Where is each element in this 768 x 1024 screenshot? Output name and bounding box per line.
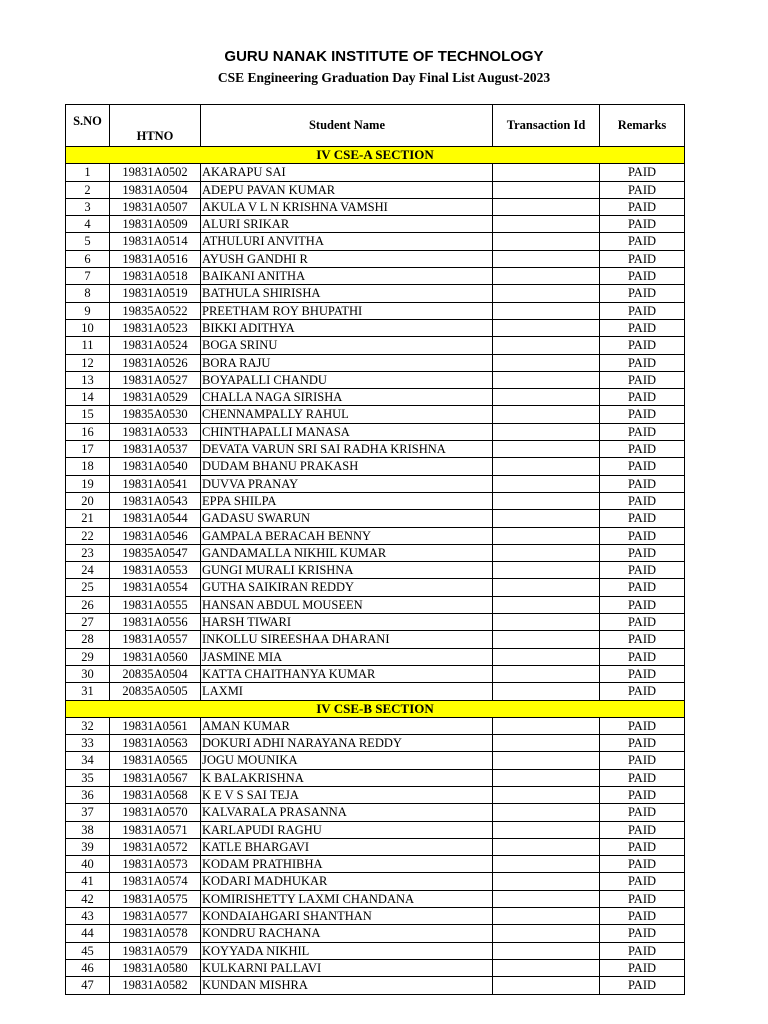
- row-remarks: PAID: [600, 804, 685, 821]
- row-student-name: PREETHAM ROY BHUPATHI: [201, 302, 493, 319]
- row-htno: 19831A0582: [110, 977, 201, 994]
- row-htno: 19831A0579: [110, 942, 201, 959]
- row-htno: 19831A0571: [110, 821, 201, 838]
- row-htno: 19831A0533: [110, 423, 201, 440]
- table-row: [66, 925, 685, 942]
- row-sno: 21: [66, 510, 110, 527]
- row-htno: 19831A0568: [110, 786, 201, 803]
- row-sno: 16: [66, 423, 110, 440]
- row-transaction-id: [493, 423, 600, 440]
- row-htno: 19831A0544: [110, 510, 201, 527]
- row-student-name: ALURI SRIKAR: [201, 216, 493, 233]
- row-student-name: BATHULA SHIRISHA: [201, 285, 493, 302]
- row-remarks: PAID: [600, 614, 685, 631]
- row-htno: 19831A0507: [110, 198, 201, 215]
- graduation-list-table: [65, 104, 685, 995]
- column-header-sno: S.NO: [66, 105, 110, 147]
- row-sno: 3: [66, 198, 110, 215]
- row-student-name: BOYAPALLI CHANDU: [201, 371, 493, 388]
- row-htno: 19831A0502: [110, 164, 201, 181]
- row-transaction-id: [493, 856, 600, 873]
- row-remarks: PAID: [600, 250, 685, 267]
- table-row: [66, 198, 685, 215]
- row-transaction-id: [493, 475, 600, 492]
- table-row: [66, 735, 685, 752]
- row-student-name: BORA RAJU: [201, 354, 493, 371]
- row-remarks: PAID: [600, 544, 685, 561]
- row-transaction-id: [493, 665, 600, 682]
- column-header-remarks: Remarks: [600, 105, 685, 147]
- table-row: [66, 492, 685, 509]
- row-remarks: PAID: [600, 752, 685, 769]
- row-htno: 19835A0522: [110, 302, 201, 319]
- row-student-name: LAXMI: [201, 683, 493, 700]
- row-student-name: CHINTHAPALLI MANASA: [201, 423, 493, 440]
- section-header-row: [66, 147, 685, 164]
- row-transaction-id: [493, 735, 600, 752]
- row-student-name: KATTA CHAITHANYA KUMAR: [201, 665, 493, 682]
- row-htno: 19831A0575: [110, 890, 201, 907]
- row-htno: 19831A0527: [110, 371, 201, 388]
- row-sno: 2: [66, 181, 110, 198]
- row-htno: 19831A0553: [110, 562, 201, 579]
- row-transaction-id: [493, 302, 600, 319]
- row-remarks: PAID: [600, 821, 685, 838]
- row-sno: 12: [66, 354, 110, 371]
- row-remarks: PAID: [600, 908, 685, 925]
- row-student-name: JASMINE MIA: [201, 648, 493, 665]
- row-sno: 30: [66, 665, 110, 682]
- row-transaction-id: [493, 164, 600, 181]
- row-transaction-id: [493, 233, 600, 250]
- row-remarks: PAID: [600, 769, 685, 786]
- row-htno: 19831A0516: [110, 250, 201, 267]
- row-transaction-id: [493, 250, 600, 267]
- row-remarks: PAID: [600, 942, 685, 959]
- row-remarks: PAID: [600, 683, 685, 700]
- row-remarks: PAID: [600, 562, 685, 579]
- row-student-name: BOGA SRINU: [201, 337, 493, 354]
- row-sno: 23: [66, 544, 110, 561]
- table-row: [66, 233, 685, 250]
- row-transaction-id: [493, 510, 600, 527]
- row-remarks: PAID: [600, 475, 685, 492]
- row-htno: 19831A0563: [110, 735, 201, 752]
- row-student-name: JOGU MOUNIKA: [201, 752, 493, 769]
- table-row: [66, 786, 685, 803]
- row-sno: 5: [66, 233, 110, 250]
- table-row: [66, 631, 685, 648]
- row-htno: 19831A0519: [110, 285, 201, 302]
- row-htno: 19831A0556: [110, 614, 201, 631]
- row-htno: 19831A0580: [110, 959, 201, 976]
- row-transaction-id: [493, 285, 600, 302]
- table-row: [66, 354, 685, 371]
- table-row: [66, 873, 685, 890]
- row-sno: 13: [66, 371, 110, 388]
- row-student-name: CHENNAMPALLY RAHUL: [201, 406, 493, 423]
- table-row: [66, 665, 685, 682]
- table-row: [66, 683, 685, 700]
- table-row: [66, 216, 685, 233]
- row-remarks: PAID: [600, 596, 685, 613]
- row-sno: 15: [66, 406, 110, 423]
- row-sno: 11: [66, 337, 110, 354]
- row-sno: 29: [66, 648, 110, 665]
- row-transaction-id: [493, 198, 600, 215]
- row-sno: 37: [66, 804, 110, 821]
- row-remarks: PAID: [600, 838, 685, 855]
- row-transaction-id: [493, 544, 600, 561]
- row-remarks: PAID: [600, 631, 685, 648]
- row-transaction-id: [493, 769, 600, 786]
- row-student-name: GANDAMALLA NIKHIL KUMAR: [201, 544, 493, 561]
- row-sno: 8: [66, 285, 110, 302]
- row-student-name: DOKURI ADHI NARAYANA REDDY: [201, 735, 493, 752]
- row-htno: 19831A0578: [110, 925, 201, 942]
- row-sno: 22: [66, 527, 110, 544]
- row-htno: 19831A0523: [110, 319, 201, 336]
- row-student-name: KODARI MADHUKAR: [201, 873, 493, 890]
- table-row: [66, 441, 685, 458]
- row-student-name: KUNDAN MISHRA: [201, 977, 493, 994]
- row-htno: 19831A0518: [110, 268, 201, 285]
- row-sno: 19: [66, 475, 110, 492]
- row-transaction-id: [493, 908, 600, 925]
- row-remarks: PAID: [600, 648, 685, 665]
- row-htno: 19831A0543: [110, 492, 201, 509]
- row-student-name: DUVVA PRANAY: [201, 475, 493, 492]
- row-sno: 10: [66, 319, 110, 336]
- row-htno: 19831A0524: [110, 337, 201, 354]
- row-student-name: AYUSH GANDHI R: [201, 250, 493, 267]
- table-row: [66, 804, 685, 821]
- row-transaction-id: [493, 821, 600, 838]
- row-htno: 19831A0577: [110, 908, 201, 925]
- row-remarks: PAID: [600, 268, 685, 285]
- row-transaction-id: [493, 804, 600, 821]
- table-row: [66, 475, 685, 492]
- row-student-name: KOYYADA NIKHIL: [201, 942, 493, 959]
- row-sno: 36: [66, 786, 110, 803]
- row-sno: 7: [66, 268, 110, 285]
- table-row: [66, 579, 685, 596]
- table-row: [66, 717, 685, 734]
- table-row: [66, 389, 685, 406]
- row-student-name: DUDAM BHANU PRAKASH: [201, 458, 493, 475]
- row-student-name: EPPA SHILPA: [201, 492, 493, 509]
- row-transaction-id: [493, 873, 600, 890]
- table-row: [66, 856, 685, 873]
- row-htno: 19831A0573: [110, 856, 201, 873]
- row-student-name: KATLE BHARGAVI: [201, 838, 493, 855]
- row-transaction-id: [493, 596, 600, 613]
- document-title: GURU NANAK INSTITUTE OF TECHNOLOGY: [224, 48, 544, 65]
- row-transaction-id: [493, 890, 600, 907]
- row-remarks: PAID: [600, 717, 685, 734]
- table-row: [66, 302, 685, 319]
- table-row: [66, 544, 685, 561]
- row-htno: 19831A0529: [110, 389, 201, 406]
- row-sno: 40: [66, 856, 110, 873]
- row-sno: 24: [66, 562, 110, 579]
- document-subtitle: CSE Engineering Graduation Day Final List August-2023: [217, 70, 551, 85]
- row-htno: 20835A0505: [110, 683, 201, 700]
- table-row: [66, 942, 685, 959]
- row-sno: 26: [66, 596, 110, 613]
- section-title: IV CSE-A SECTION: [66, 147, 685, 164]
- row-sno: 47: [66, 977, 110, 994]
- row-remarks: PAID: [600, 925, 685, 942]
- row-student-name: INKOLLU SIREESHAA DHARANI: [201, 631, 493, 648]
- row-remarks: PAID: [600, 164, 685, 181]
- row-transaction-id: [493, 371, 600, 388]
- section-title: IV CSE-B SECTION: [66, 700, 685, 717]
- row-htno: 19831A0509: [110, 216, 201, 233]
- row-sno: 42: [66, 890, 110, 907]
- table-row: [66, 510, 685, 527]
- row-student-name: KONDRU RACHANA: [201, 925, 493, 942]
- row-student-name: GUNGI MURALI KRISHNA: [201, 562, 493, 579]
- table-row: [66, 268, 685, 285]
- row-sno: 32: [66, 717, 110, 734]
- row-remarks: PAID: [600, 406, 685, 423]
- row-sno: 38: [66, 821, 110, 838]
- row-sno: 1: [66, 164, 110, 181]
- table-row: [66, 181, 685, 198]
- row-sno: 45: [66, 942, 110, 959]
- row-htno: 19831A0572: [110, 838, 201, 855]
- row-transaction-id: [493, 786, 600, 803]
- row-remarks: PAID: [600, 423, 685, 440]
- row-transaction-id: [493, 717, 600, 734]
- row-htno: 19831A0554: [110, 579, 201, 596]
- row-htno: 19831A0561: [110, 717, 201, 734]
- row-student-name: CHALLA NAGA SIRISHA: [201, 389, 493, 406]
- row-remarks: PAID: [600, 198, 685, 215]
- table-body: [66, 147, 685, 995]
- row-htno: 19831A0565: [110, 752, 201, 769]
- row-transaction-id: [493, 959, 600, 976]
- row-sno: 25: [66, 579, 110, 596]
- row-sno: 46: [66, 959, 110, 976]
- row-sno: 27: [66, 614, 110, 631]
- row-transaction-id: [493, 319, 600, 336]
- row-transaction-id: [493, 614, 600, 631]
- row-student-name: DEVATA VARUN SRI SAI RADHA KRISHNA: [201, 441, 493, 458]
- row-remarks: PAID: [600, 216, 685, 233]
- row-student-name: GUTHA SAIKIRAN REDDY: [201, 579, 493, 596]
- table-row: [66, 371, 685, 388]
- row-student-name: KOMIRISHETTY LAXMI CHANDANA: [201, 890, 493, 907]
- column-header-student-name: Student Name: [201, 105, 493, 147]
- row-remarks: PAID: [600, 665, 685, 682]
- row-htno: 19831A0541: [110, 475, 201, 492]
- row-htno: 19831A0570: [110, 804, 201, 821]
- row-student-name: KARLAPUDI RAGHU: [201, 821, 493, 838]
- row-student-name: ATHULURI ANVITHA: [201, 233, 493, 250]
- table-row: [66, 337, 685, 354]
- row-htno: 19831A0504: [110, 181, 201, 198]
- row-sno: 33: [66, 735, 110, 752]
- row-htno: 19831A0574: [110, 873, 201, 890]
- row-transaction-id: [493, 562, 600, 579]
- row-remarks: PAID: [600, 285, 685, 302]
- table-row: [66, 752, 685, 769]
- table-row: [66, 596, 685, 613]
- table-row: [66, 562, 685, 579]
- table-row: [66, 285, 685, 302]
- column-header-htno: HTNO: [110, 105, 201, 147]
- row-htno: 19831A0557: [110, 631, 201, 648]
- row-remarks: PAID: [600, 579, 685, 596]
- row-remarks: PAID: [600, 354, 685, 371]
- row-student-name: HANSAN ABDUL MOUSEEN: [201, 596, 493, 613]
- row-transaction-id: [493, 977, 600, 994]
- table-row: [66, 614, 685, 631]
- row-htno: 19831A0560: [110, 648, 201, 665]
- row-transaction-id: [493, 683, 600, 700]
- row-student-name: KALVARALA PRASANNA: [201, 804, 493, 821]
- table-row: [66, 821, 685, 838]
- row-htno: 20835A0504: [110, 665, 201, 682]
- row-student-name: HARSH TIWARI: [201, 614, 493, 631]
- row-student-name: ADEPU PAVAN KUMAR: [201, 181, 493, 198]
- table-row: [66, 648, 685, 665]
- row-sno: 28: [66, 631, 110, 648]
- row-student-name: AMAN KUMAR: [201, 717, 493, 734]
- row-transaction-id: [493, 838, 600, 855]
- row-transaction-id: [493, 406, 600, 423]
- table-row: [66, 838, 685, 855]
- row-sno: 44: [66, 925, 110, 942]
- row-transaction-id: [493, 925, 600, 942]
- row-htno: 19831A0540: [110, 458, 201, 475]
- row-remarks: PAID: [600, 977, 685, 994]
- row-transaction-id: [493, 492, 600, 509]
- table-row: [66, 164, 685, 181]
- row-sno: 41: [66, 873, 110, 890]
- row-transaction-id: [493, 268, 600, 285]
- row-remarks: PAID: [600, 492, 685, 509]
- row-sno: 6: [66, 250, 110, 267]
- table-row: [66, 423, 685, 440]
- row-htno: 19831A0555: [110, 596, 201, 613]
- row-sno: 14: [66, 389, 110, 406]
- row-student-name: KODAM PRATHIBHA: [201, 856, 493, 873]
- row-remarks: PAID: [600, 786, 685, 803]
- row-sno: 4: [66, 216, 110, 233]
- table-row: [66, 959, 685, 976]
- row-transaction-id: [493, 458, 600, 475]
- row-student-name: K BALAKRISHNA: [201, 769, 493, 786]
- row-sno: 31: [66, 683, 110, 700]
- row-sno: 18: [66, 458, 110, 475]
- row-student-name: KONDAIAHGARI SHANTHAN: [201, 908, 493, 925]
- table-row: [66, 977, 685, 994]
- row-sno: 17: [66, 441, 110, 458]
- row-sno: 20: [66, 492, 110, 509]
- row-student-name: AKARAPU SAI: [201, 164, 493, 181]
- row-sno: 9: [66, 302, 110, 319]
- table-row: [66, 406, 685, 423]
- table-row: [66, 319, 685, 336]
- table-row: [66, 908, 685, 925]
- row-remarks: PAID: [600, 873, 685, 890]
- row-student-name: BAIKANI ANITHA: [201, 268, 493, 285]
- table-row: [66, 458, 685, 475]
- row-htno: 19835A0547: [110, 544, 201, 561]
- row-transaction-id: [493, 579, 600, 596]
- row-sno: 35: [66, 769, 110, 786]
- row-remarks: PAID: [600, 181, 685, 198]
- row-htno: 19831A0537: [110, 441, 201, 458]
- row-transaction-id: [493, 527, 600, 544]
- row-remarks: PAID: [600, 337, 685, 354]
- table-header-row: [66, 105, 685, 147]
- row-remarks: PAID: [600, 959, 685, 976]
- row-remarks: PAID: [600, 441, 685, 458]
- row-transaction-id: [493, 752, 600, 769]
- row-transaction-id: [493, 441, 600, 458]
- row-student-name: KULKARNI PALLAVI: [201, 959, 493, 976]
- row-htno: 19831A0514: [110, 233, 201, 250]
- table-row: [66, 890, 685, 907]
- column-header-transaction-id: Transaction Id: [493, 105, 600, 147]
- row-sno: 34: [66, 752, 110, 769]
- row-transaction-id: [493, 942, 600, 959]
- row-transaction-id: [493, 337, 600, 354]
- row-remarks: PAID: [600, 735, 685, 752]
- row-htno: 19831A0567: [110, 769, 201, 786]
- table-row: [66, 527, 685, 544]
- row-sno: 43: [66, 908, 110, 925]
- section-header-row: [66, 700, 685, 717]
- row-transaction-id: [493, 631, 600, 648]
- row-transaction-id: [493, 648, 600, 665]
- row-htno: 19831A0526: [110, 354, 201, 371]
- row-student-name: AKULA V L N KRISHNA VAMSHI: [201, 198, 493, 215]
- table-row: [66, 250, 685, 267]
- row-remarks: PAID: [600, 856, 685, 873]
- row-transaction-id: [493, 354, 600, 371]
- row-remarks: PAID: [600, 319, 685, 336]
- row-remarks: PAID: [600, 458, 685, 475]
- row-sno: 39: [66, 838, 110, 855]
- row-student-name: K E V S SAI TEJA: [201, 786, 493, 803]
- row-htno: 19831A0546: [110, 527, 201, 544]
- row-htno: 19835A0530: [110, 406, 201, 423]
- row-transaction-id: [493, 216, 600, 233]
- row-remarks: PAID: [600, 371, 685, 388]
- row-remarks: PAID: [600, 233, 685, 250]
- row-remarks: PAID: [600, 527, 685, 544]
- row-student-name: GADASU SWARUN: [201, 510, 493, 527]
- row-remarks: PAID: [600, 890, 685, 907]
- row-transaction-id: [493, 181, 600, 198]
- row-remarks: PAID: [600, 302, 685, 319]
- row-student-name: GAMPALA BERACAH BENNY: [201, 527, 493, 544]
- table-row: [66, 769, 685, 786]
- row-remarks: PAID: [600, 510, 685, 527]
- row-remarks: PAID: [600, 389, 685, 406]
- row-student-name: BIKKI ADITHYA: [201, 319, 493, 336]
- row-transaction-id: [493, 389, 600, 406]
